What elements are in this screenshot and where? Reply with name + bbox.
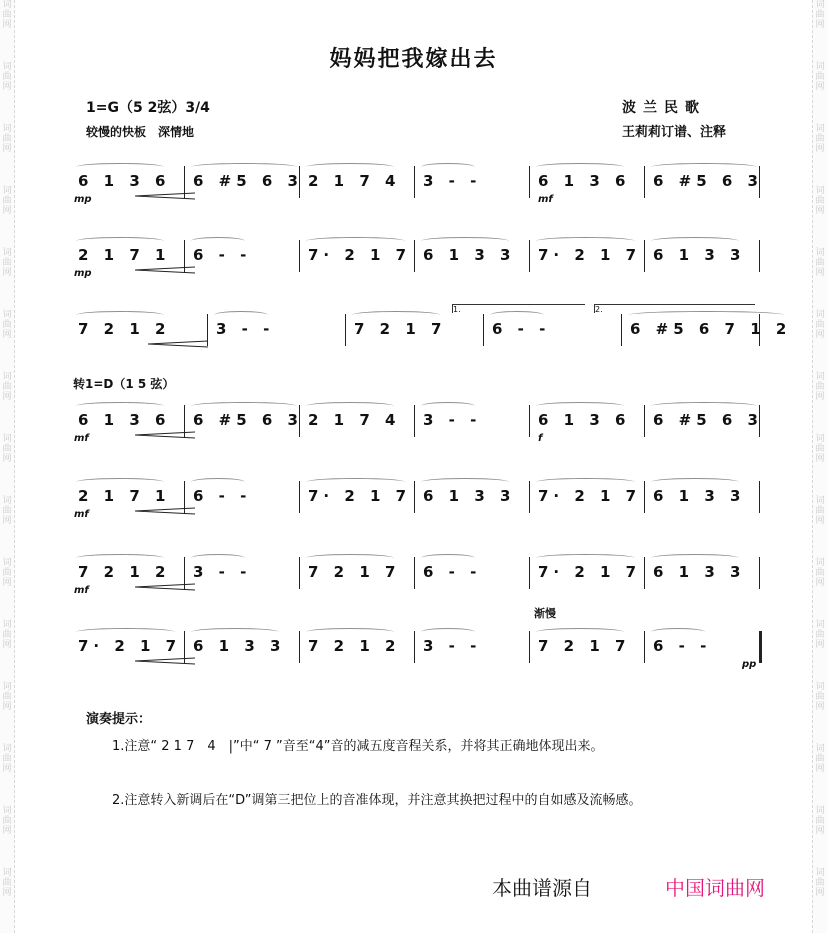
crescendo-hairpin — [135, 583, 195, 591]
watermark-glyph: 词 — [815, 0, 825, 10]
watermark-glyph: 网 — [2, 516, 12, 526]
measure: 7 2 1 2 — [78, 563, 171, 581]
watermark-glyph: 网 — [815, 516, 825, 526]
watermark-glyph: 曲 — [2, 10, 12, 20]
measure: 3 - - — [423, 411, 482, 429]
watermark-glyph: 曲 — [815, 754, 825, 764]
measure: 7 2 1 7 — [308, 563, 401, 581]
measure: 2 1 7 4 — [308, 172, 401, 190]
dynamic-marking: mf — [74, 433, 89, 444]
dynamic-marking: mf — [538, 194, 553, 205]
measure: 7 2 1 7 — [538, 637, 631, 655]
dynamic-marking: f — [538, 433, 543, 444]
barline — [414, 481, 415, 513]
watermark-glyph: 词 — [2, 62, 12, 72]
barline — [414, 631, 415, 663]
watermark-glyph: 词 — [2, 496, 12, 506]
barline — [759, 631, 762, 663]
barline — [644, 240, 645, 272]
dynamic-marking: mp — [74, 268, 92, 279]
watermark-glyph: 网 — [815, 888, 825, 898]
watermark-glyph: 曲 — [815, 444, 825, 454]
watermark-glyph: 曲 — [2, 320, 12, 330]
barline — [529, 557, 530, 589]
barline — [529, 240, 530, 272]
dynamic-marking: mf — [74, 585, 89, 596]
measure: 6 #5 6 3 — [653, 172, 763, 190]
measure: 6 1 3 3 — [653, 246, 746, 264]
measure: 6 1 3 6 — [538, 172, 631, 190]
score-row — [72, 401, 763, 444]
watermark-glyph: 词 — [2, 744, 12, 754]
watermark-glyph: 词 — [815, 558, 825, 568]
watermark-glyph: 词 — [2, 620, 12, 630]
watermark-glyph: 词 — [2, 868, 12, 878]
measure: 3 - - — [193, 563, 252, 581]
watermark-glyph: 网 — [2, 144, 12, 154]
watermark-glyph: 词 — [2, 682, 12, 692]
measure: 6 #5 6 3 — [653, 411, 763, 429]
barline — [644, 166, 645, 198]
tempo-marking: 较慢的快板 深情地 — [86, 125, 195, 139]
watermark-glyph: 网 — [2, 330, 12, 340]
barline — [644, 405, 645, 437]
measure: 3 - - — [423, 172, 482, 190]
barline — [414, 405, 415, 437]
barline — [759, 557, 760, 589]
watermark-glyph: 曲 — [2, 754, 12, 764]
watermark-glyph: 词 — [815, 248, 825, 258]
watermark-glyph: 曲 — [2, 134, 12, 144]
watermark-glyph: 网 — [2, 764, 12, 774]
left-watermark — [0, 0, 14, 933]
barline — [644, 557, 645, 589]
score-row — [72, 236, 762, 279]
watermark-glyph: 网 — [2, 82, 12, 92]
watermark-glyph: 网 — [2, 206, 12, 216]
watermark-glyph: 词 — [2, 0, 12, 10]
measure: 7· 2 1 7 — [538, 563, 642, 581]
watermark-glyph: 词 — [815, 744, 825, 754]
measure: 7· 2 1 7 — [308, 487, 412, 505]
watermark-glyph: 词 — [815, 868, 825, 878]
watermark-glyph: 词 — [815, 682, 825, 692]
measure: 6 - - — [193, 246, 252, 264]
measure: 6 - - — [492, 320, 551, 338]
score-title: 妈妈把我嫁出去 — [329, 47, 498, 72]
watermark-glyph: 网 — [2, 392, 12, 402]
score-row — [72, 477, 762, 520]
measure: 6 - - — [423, 563, 482, 581]
watermark-glyph: 曲 — [815, 878, 825, 888]
barline — [644, 481, 645, 513]
watermark-glyph: 词 — [2, 806, 12, 816]
measure: 6 1 3 3 — [423, 487, 516, 505]
watermark-glyph: 曲 — [815, 10, 825, 20]
watermark-glyph: 网 — [2, 268, 12, 278]
barline — [529, 481, 530, 513]
measure: 6 1 3 3 — [423, 246, 516, 264]
watermark-glyph: 词 — [2, 186, 12, 196]
watermark-glyph: 词 — [815, 496, 825, 506]
watermark-glyph: 曲 — [2, 258, 12, 268]
song-origin: 波兰民歌 — [622, 100, 706, 116]
crescendo-hairpin — [148, 340, 208, 348]
measure: 3 - - — [423, 637, 482, 655]
watermark-glyph: 网 — [815, 454, 825, 464]
watermark-glyph: 词 — [2, 372, 12, 382]
watermark-glyph: 词 — [815, 620, 825, 630]
performance-tip-2: 2.注意转入新调后在“D”调第三把位上的音准体现，并注意其换把过程中的自如感及流畅感。 — [112, 793, 642, 808]
watermark-glyph: 词 — [2, 124, 12, 134]
barline — [529, 631, 530, 663]
watermark-glyph: 曲 — [815, 258, 825, 268]
watermark-glyph: 网 — [815, 268, 825, 278]
volta-bracket: 2. — [594, 304, 755, 313]
score-row — [72, 162, 763, 205]
watermark-glyph: 曲 — [2, 72, 12, 82]
measure: 2 1 7 1 — [78, 246, 171, 264]
barline — [759, 481, 760, 513]
watermark-glyph: 曲 — [815, 72, 825, 82]
performance-tip-1: 1.注意“ 2 1 7 4 |”中“ 7 ”音至“4”音的减五度音程关系，并将其正确地体现出来。 — [112, 739, 604, 754]
crescendo-hairpin — [135, 192, 195, 200]
measure: 7 2 1 7 — [354, 320, 447, 338]
watermark-glyph: 词 — [2, 248, 12, 258]
watermark-glyph: 词 — [2, 558, 12, 568]
arranger-credit: 王莉莉订谱、注释 — [622, 125, 727, 140]
barline — [299, 557, 300, 589]
watermark-glyph: 曲 — [2, 444, 12, 454]
barline — [483, 314, 484, 346]
watermark-glyph: 网 — [815, 702, 825, 712]
watermark-glyph: 网 — [815, 578, 825, 588]
volta-bracket: 1. — [452, 304, 585, 313]
crescendo-hairpin — [135, 507, 195, 515]
watermark-glyph: 词 — [2, 434, 12, 444]
barline — [345, 314, 346, 346]
measure: 7 2 1 2 — [308, 637, 401, 655]
watermark-glyph: 曲 — [815, 692, 825, 702]
measure: 6 1 3 6 — [78, 411, 171, 429]
barline — [299, 481, 300, 513]
watermark-glyph: 网 — [2, 640, 12, 650]
watermark-glyph: 曲 — [815, 382, 825, 392]
watermark-glyph: 网 — [2, 20, 12, 30]
measure: 6 1 3 3 — [193, 637, 286, 655]
measure: 7· 2 1 7 — [78, 637, 182, 655]
measure: 6 #5 6 3 — [193, 172, 303, 190]
watermark-glyph: 曲 — [815, 816, 825, 826]
barline — [529, 166, 530, 198]
watermark-glyph: 词 — [815, 372, 825, 382]
barline — [414, 166, 415, 198]
watermark-glyph: 曲 — [2, 692, 12, 702]
right-watermark — [813, 0, 827, 933]
watermark-glyph: 曲 — [2, 630, 12, 640]
barline — [759, 240, 760, 272]
watermark-glyph: 曲 — [2, 506, 12, 516]
score-row — [72, 607, 762, 670]
watermark-glyph: 曲 — [2, 382, 12, 392]
measure: 7· 2 1 7 — [308, 246, 412, 264]
dynamic-marking: pp — [742, 659, 757, 670]
watermark-glyph: 网 — [2, 454, 12, 464]
crescendo-hairpin — [135, 266, 195, 274]
measure: 7 2 1 2 — [78, 320, 171, 338]
measure: 6 1 3 6 — [538, 411, 631, 429]
watermark-glyph: 词 — [815, 434, 825, 444]
watermark-glyph: 网 — [815, 82, 825, 92]
measure: 6 1 3 6 — [78, 172, 171, 190]
barline — [299, 631, 300, 663]
watermark-glyph: 网 — [815, 764, 825, 774]
measure: 3 - - — [216, 320, 275, 338]
barline — [414, 557, 415, 589]
watermark-glyph: 曲 — [815, 134, 825, 144]
barline — [644, 631, 645, 663]
watermark-glyph: 词 — [815, 310, 825, 320]
crescendo-hairpin — [135, 657, 195, 665]
tempo-change-marking: 渐慢 — [534, 607, 556, 620]
barline — [529, 405, 530, 437]
watermark-glyph: 网 — [815, 640, 825, 650]
barline — [299, 240, 300, 272]
watermark-glyph: 曲 — [815, 196, 825, 206]
measure: 2 1 7 4 — [308, 411, 401, 429]
measure: 7· 2 1 7 — [538, 246, 642, 264]
key-signature: 1=G（5 2弦）3/4 — [86, 100, 210, 116]
measure: 6 1 3 3 — [653, 487, 746, 505]
performance-tips-title: 演奏提示： — [86, 712, 152, 727]
watermark-glyph: 曲 — [815, 630, 825, 640]
modulation-marking: 转1=D（1 5 弦） — [73, 377, 175, 391]
watermark-glyph: 网 — [815, 144, 825, 154]
watermark-glyph: 网 — [815, 392, 825, 402]
watermark-glyph: 曲 — [2, 878, 12, 888]
watermark-glyph: 词 — [815, 62, 825, 72]
watermark-glyph: 网 — [2, 888, 12, 898]
watermark-glyph: 曲 — [815, 568, 825, 578]
watermark-glyph: 网 — [815, 206, 825, 216]
source-site-link[interactable]: 中国词曲网 — [665, 876, 765, 900]
watermark-glyph: 曲 — [2, 816, 12, 826]
watermark-glyph: 网 — [2, 702, 12, 712]
score-row — [72, 305, 792, 350]
barline — [621, 314, 622, 346]
measure: 6 - - — [653, 637, 712, 655]
watermark-glyph: 网 — [2, 826, 12, 836]
watermark-glyph: 曲 — [815, 506, 825, 516]
watermark-glyph: 词 — [815, 186, 825, 196]
watermark-glyph: 曲 — [2, 196, 12, 206]
dynamic-marking: mp — [74, 194, 92, 205]
measure: 7· 2 1 7 — [538, 487, 642, 505]
watermark-glyph: 曲 — [815, 320, 825, 330]
measure: 6 #5 6 7 1 2 — [630, 320, 792, 338]
measure: 2 1 7 1 — [78, 487, 171, 505]
watermark-glyph: 网 — [815, 330, 825, 340]
measure: 6 1 3 3 — [653, 563, 746, 581]
watermark-glyph: 网 — [815, 20, 825, 30]
watermark-glyph: 曲 — [2, 568, 12, 578]
barline — [414, 240, 415, 272]
watermark-glyph: 词 — [815, 806, 825, 816]
measure: 6 - - — [193, 487, 252, 505]
crescendo-hairpin — [135, 431, 195, 439]
watermark-glyph: 词 — [815, 124, 825, 134]
dynamic-marking: mf — [74, 509, 89, 520]
watermark-glyph: 网 — [2, 578, 12, 588]
score-row — [72, 553, 762, 596]
measure: 6 #5 6 3 — [193, 411, 303, 429]
watermark-glyph: 网 — [815, 826, 825, 836]
source-label: 本曲谱源自 — [492, 876, 592, 900]
watermark-glyph: 词 — [2, 310, 12, 320]
